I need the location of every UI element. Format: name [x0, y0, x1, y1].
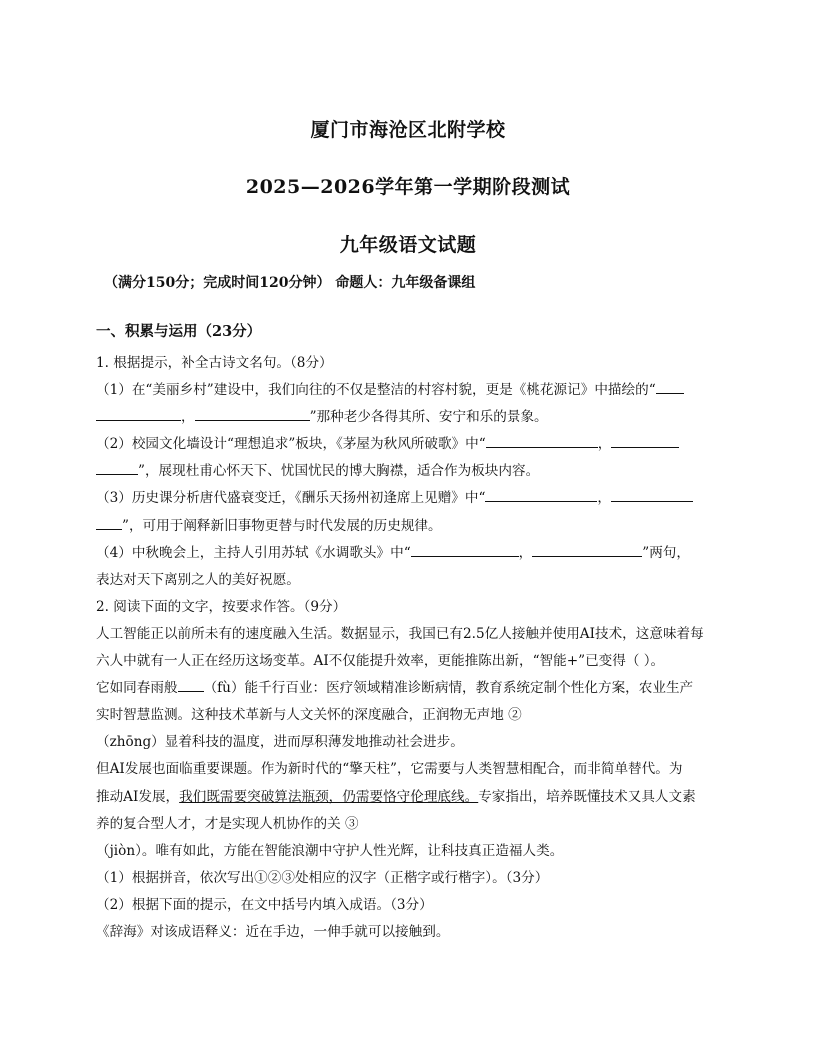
answer-blank[interactable]	[96, 459, 138, 475]
passage-line: 人工智能正以前所未有的速度融入生活。数据显示，我国已有2.5亿人接触并使用AI技术，这意味着每	[96, 625, 704, 642]
exam-meta: （满分150分；完成时间120分钟） 命题人：九年级备课组	[104, 275, 476, 291]
comma: ，	[597, 436, 612, 453]
passage-text: 它如同春雨般	[96, 680, 178, 697]
answer-blank[interactable]	[656, 378, 684, 394]
q2-subquestion-1: （1）根据拼音，依次写出①②③处相应的汉字（正楷字或行楷字）。（3分）	[96, 869, 549, 886]
q1-part2-line1	[96, 431, 718, 458]
passage-line: （jiòn）。唯有如此，方能在智能浪潮中守护人性光辉，让科技真正造福人类。	[96, 842, 564, 859]
answer-blank[interactable]	[532, 541, 642, 557]
passage-line: 六人中就有一人正在经历这场变革。AI不仅能提升效率，更能推陈出新，“智能+”已变得（ ）。	[96, 653, 665, 670]
q1-part2-text: （2）校园文化墙设计“理想追求”板块，《茅屋为秋风所破歌》中“	[96, 436, 486, 453]
passage-line: 实时智慧监测。这种技术革新与人文关怀的深度融合，正润物无声地 ②	[96, 707, 522, 724]
q1-stem: 1. 根据提示，补全古诗文名句。（8分）	[96, 355, 333, 371]
comma: ，	[518, 544, 533, 561]
passage-line	[96, 784, 718, 811]
q1-part4-line2: 表达对天下离别之人的美好祝愿。	[96, 571, 300, 588]
q1-part1-tail: ”那种老少各得其所、安宁和乐的景象。	[309, 409, 548, 426]
answer-blank[interactable]	[411, 541, 519, 557]
passage-line: 养的复合型人才，才是实现人机协作的关 ③	[96, 815, 359, 832]
q1-part4-tail: ”两句，	[642, 544, 690, 561]
q1-part4-line1	[96, 540, 718, 567]
answer-blank[interactable]	[178, 676, 204, 692]
answer-blank[interactable]	[486, 432, 598, 448]
q1-part3-line2	[96, 513, 718, 540]
answer-blank[interactable]	[485, 486, 597, 502]
subject-title: 九年级语文试题	[339, 234, 477, 256]
section-heading: 一、积累与运用（23分）	[96, 323, 262, 340]
answer-blank[interactable]	[611, 432, 679, 448]
passage-line	[96, 675, 718, 702]
q1-part3-tail: ”，可用于阐释新旧事物更替与时代发展的历史规律。	[122, 517, 442, 534]
q2-stem: 2. 阅读下面的文字，按要求作答。（9分）	[96, 598, 347, 615]
underlined-sentence: 我们既需要突破算法瓶颈，仍需要恪守伦理底线。	[179, 788, 479, 805]
q1-part4-text: （4）中秋晚会上，主持人引用苏轼《水调歌头》中“	[96, 544, 411, 561]
comma: ，	[597, 490, 612, 507]
answer-blank[interactable]	[195, 405, 310, 421]
passage-line: 但AI发展也面临重要课题。作为新时代的“擎天柱”，它需要与人类智慧相配合，而非简单替代。为	[96, 761, 683, 778]
passage-text: 推动AI发展，	[96, 788, 180, 805]
passage-text: （fù）能千行百业：医疗领域精准诊断病情，教育系统定制个性化方案，农业生产	[203, 680, 694, 697]
passage-text: 专家指出，培养既懂技术又具人文素	[478, 788, 696, 805]
q1-part2-tail: ”，展现杜甫心怀天下、忧国忧民的博大胸襟，适合作为板块内容。	[138, 463, 540, 480]
term-title: 2025—2026学年第一学期阶段测试	[245, 176, 571, 198]
q1-part1-text: （1）在“美丽乡村”建设中，我们向往的不仅是整洁的村容村貌，更是《桃花源记》中描绘的“	[96, 382, 656, 399]
comma: ，	[181, 409, 195, 426]
answer-blank[interactable]	[96, 514, 122, 530]
answer-blank[interactable]	[611, 486, 693, 502]
q1-part1-line1	[96, 377, 718, 404]
q1-part3-text: （3）历史课分析唐代盛衰变迁，《酬乐天扬州初逢席上见赠》中“	[96, 490, 486, 507]
passage-line: （zhōng）显着科技的温度，进而厚积薄发地推动社会进步。	[96, 734, 464, 751]
answer-blank[interactable]	[96, 405, 181, 421]
question-body	[96, 350, 718, 946]
school-title: 厦门市海沧区北附学校	[310, 119, 506, 141]
q2-subquestion-2: （2）根据下面的提示，在文中括号内填入成语。（3分）	[96, 896, 433, 913]
q1-part2-line2	[96, 458, 718, 485]
q2-hint: 《辞海》对该成语释义：近在手边，一伸手就可以接触到。	[96, 923, 450, 940]
q1-part3-line1	[96, 485, 718, 512]
q1-part1-line2	[96, 404, 718, 431]
